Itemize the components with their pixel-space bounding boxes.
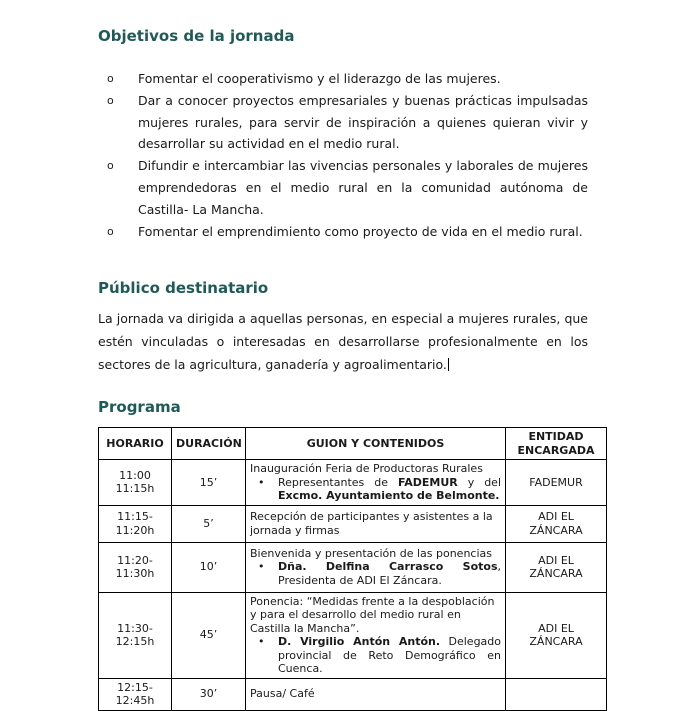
cell-guion (246, 505, 506, 542)
cell-entidad: FADEMUR (506, 460, 607, 506)
list-item-text: Fomentar el cooperativismo y el liderazgo de las mujeres. (138, 71, 501, 86)
list-item-text: Dar a conocer proyectos empresariales y buenas prácticas impulsadas mujeres rurales, para servir de inspiración a quienes quieran vivir y desarrollar su actividad en el medio rural. (138, 92, 588, 152)
list-item (98, 68, 588, 90)
table-row (99, 592, 607, 678)
programa-table (98, 427, 607, 711)
col-header-horario: HORARIO (99, 428, 172, 460)
cell-horario: 11:15- 11:20h (99, 505, 172, 542)
objetivos-heading: Objetivos de la jornada (98, 27, 295, 45)
cell-horario: 11:30- 12:15h (99, 592, 172, 678)
guion-bullet (250, 476, 501, 503)
bullet-icon: o (107, 159, 114, 173)
guion-intro: Inauguración Feria de Productoras Rurales (250, 462, 483, 475)
cell-guion (246, 592, 506, 678)
guion-bullet-person: D. Virgilio Antón Antón. (278, 635, 441, 648)
table-header-row (99, 428, 607, 460)
guion-bullet-org: FADEMUR (397, 475, 458, 489)
bullet-icon: • (258, 635, 265, 648)
table-row (99, 542, 607, 592)
bullet-icon: • (258, 475, 265, 489)
cell-horario: 11:00 11:15h (99, 460, 172, 506)
guion-intro: Bienvenida y presentación de las ponencias (250, 546, 492, 560)
cell-guion (246, 542, 506, 592)
guion-intro: Pausa/ Café (250, 687, 315, 701)
table-row (99, 678, 607, 710)
cell-entidad: ADI EL ZÁNCARA (506, 505, 607, 542)
publico-paragraph (98, 307, 588, 376)
guion-bullet-text: Delegado provincial de Reto Demográfico en Cuenca. (278, 635, 502, 675)
guion-bullet-text: , Presidenta de ADI El Záncara. (278, 560, 501, 587)
list-item (98, 155, 588, 220)
publico-heading: Público destinatario (98, 279, 269, 297)
guion-intro: Ponencia: “Medidas frente a la despoblación y para el desarrollo del medio rural en Castilla la Mancha”. (250, 594, 495, 635)
table-row (99, 460, 607, 506)
programa-heading: Programa (98, 398, 181, 416)
guion-bullet-org: Excmo. Ayuntamiento de Belmonte. (278, 489, 500, 502)
list-item (98, 221, 588, 243)
guion-intro: Recepción de participantes y asistentes a la jornada y firmas (250, 510, 493, 537)
col-header-entidad: ENTIDAD ENCARGADA (506, 428, 607, 460)
cell-duracion: 30’ (172, 678, 246, 710)
bullet-icon: o (107, 72, 114, 85)
guion-bullet-text: Representantes de (278, 475, 398, 489)
list-item-text: Fomentar el emprendimiento como proyecto de vida en el medio rural. (138, 223, 583, 239)
cell-duracion: 10’ (172, 542, 246, 592)
cell-entidad: ADI EL ZÁNCARA (506, 592, 607, 678)
cell-horario: 12:15- 12:45h (99, 678, 172, 710)
cell-duracion: 15’ (172, 460, 246, 506)
guion-bullet-text: y del (457, 475, 502, 489)
cell-entidad (506, 678, 607, 710)
bullet-icon: o (107, 93, 114, 107)
guion-bullet (250, 635, 501, 676)
publico-text: La jornada va dirigida a aquellas personas, en especial a mujeres rurales, que estén vinculadas o interesadas en desarrollarse profesionalmente en los sectores de la agricultura, ganadería y agroalimentario. (98, 311, 588, 372)
cell-entidad: ADI EL ZÁNCARA (506, 542, 607, 592)
cell-duracion: 45’ (172, 592, 246, 678)
list-item-text: Difundir e intercambiar las vivencias personales y laborales de mujeres emprendedoras en el medio rural en la comunidad autónoma de Castilla- La Mancha. (138, 158, 588, 217)
cell-guion (246, 460, 506, 506)
table-row (99, 505, 607, 542)
cell-duracion: 5’ (172, 505, 246, 542)
objetivos-list (98, 68, 588, 242)
col-header-guion: GUION Y CONTENIDOS (246, 428, 506, 460)
cell-guion (246, 678, 506, 710)
col-header-duracion: DURACIÓN (172, 428, 246, 460)
guion-bullet (250, 560, 501, 587)
bullet-icon: o (107, 224, 114, 238)
bullet-icon: • (258, 560, 265, 574)
text-cursor (448, 358, 449, 371)
guion-bullet-person: Dña. Delfina Carrasco Sotos (278, 560, 498, 574)
cell-horario: 11:20- 11:30h (99, 542, 172, 592)
list-item (98, 90, 588, 155)
